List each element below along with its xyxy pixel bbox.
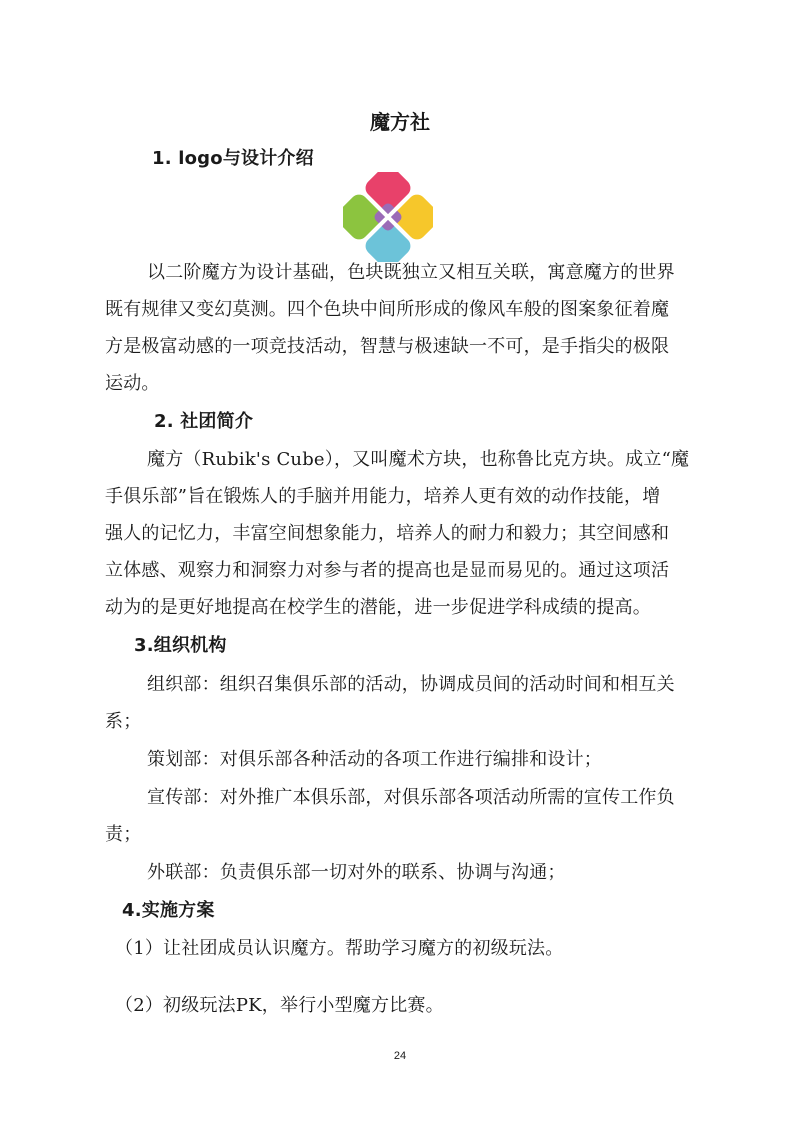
page-number: 24 [393,1050,407,1062]
paragraph-line: 立体感、观察力和洞察力对参与者的提高也是显而易见的。通过这项活 [105,560,670,581]
section-heading-logo: 1. logo与设计介绍 [152,148,314,169]
org-item: 系； [105,711,142,732]
paragraph-line: 运动。 [105,373,160,394]
paragraph-line: 强人的记忆力，丰富空间想象能力，培养人的耐力和毅力；其空间感和 [105,523,670,544]
org-item: 责； [105,824,142,845]
section-heading-intro: 2. 社团简介 [154,411,254,432]
page-title: 魔方社 [370,110,430,134]
paragraph-line: 动为的是更好地提高在校学生的潜能，进一步促进学科成绩的提高。 [105,597,651,618]
section-heading-plan: 4.实施方案 [122,900,215,921]
plan-item: （1）让社团成员认识魔方。帮助学习魔方的初级玩法。 [115,938,564,959]
paragraph-line: 魔方（Rubik's Cube），又叫魔术方块，也称鲁比克方块。成立“魔 [147,449,690,470]
org-item: 外联部：负责俱乐部一切对外的联系、协调与沟通； [147,862,566,883]
pinwheel-cube-logo-icon [343,172,433,262]
paragraph-line: 手俱乐部”旨在锻炼人的手脑并用能力，培养人更有效的动作技能，增 [105,486,661,507]
paragraph-line: 以二阶魔方为设计基础，色块既独立又相互关联，寓意魔方的世界 [147,262,675,283]
section-heading-org: 3.组织机构 [134,635,227,656]
paragraph-line: 既有规律又变幻莫测。四个色块中间所形成的像风车般的图案象征着魔 [105,299,670,320]
paragraph-line: 方是极富动感的一项竞技活动，智慧与极速缺一不可，是手指尖的极限 [105,336,670,357]
plan-item: （2）初级玩法PK，举行小型魔方比赛。 [115,995,444,1016]
org-item: 宣传部：对外推广本俱乐部，对俱乐部各项活动所需的宣传工作负 [147,787,675,808]
org-item: 策划部：对俱乐部各种活动的各项工作进行编排和设计； [147,749,602,770]
org-item: 组织部：组织召集俱乐部的活动，协调成员间的活动时间和相互关 [147,674,675,695]
